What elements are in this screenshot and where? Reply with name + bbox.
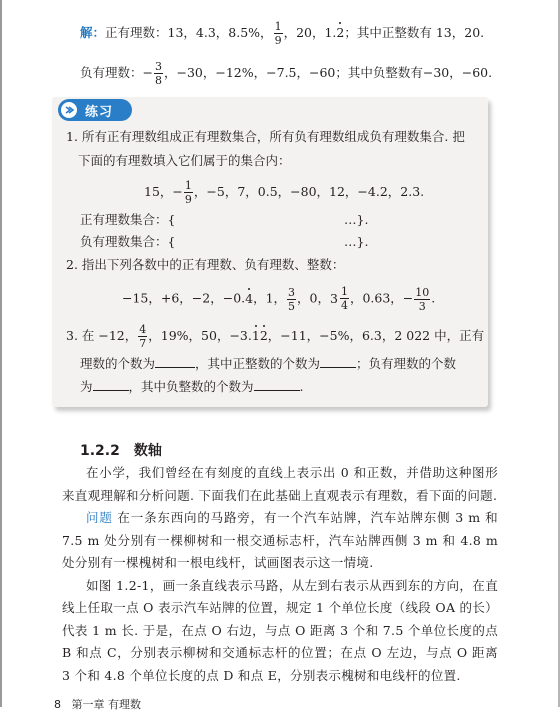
q3-line3-c: .: [299, 379, 304, 394]
page-footer: [54, 696, 141, 712]
answer-blank[interactable]: [320, 355, 356, 368]
q2-numbers-d: ，0.63，−: [349, 290, 414, 306]
fraction-numerator: 4: [139, 323, 147, 336]
q3-line1: [66, 323, 484, 350]
fraction-numerator: 3: [288, 285, 296, 299]
q1-numbers-a: 15，−: [144, 184, 183, 199]
q1-line1: 1. 所有正有理数组成正有理数集合，所有负有理数组成负有理数集合. 把: [66, 129, 465, 144]
q3-line2-b: ，其中正整数的个数为: [195, 356, 321, 371]
q2-numbers-c: ，0，: [297, 290, 330, 306]
q2-numbers-e: .: [431, 290, 436, 306]
practice-title: 练习: [85, 104, 114, 120]
fraction-denominator: 4: [340, 299, 348, 312]
section-title: 数轴: [133, 443, 162, 459]
fraction-denominator: 7: [139, 337, 147, 350]
solution-negative-suffix: ，−30，−12%，−7.5，−60；其中负整数有−30，−60.: [164, 65, 493, 80]
solution-negative-line: [80, 60, 492, 87]
answer-blank[interactable]: [254, 378, 300, 391]
fraction-denominator: 3: [418, 299, 426, 313]
q3-line3-b: ，其中负整数的个数为: [128, 379, 254, 394]
fraction-three-eighths: [154, 60, 163, 87]
q3-line3-a: 为: [80, 379, 93, 394]
fraction-numerator: 1: [274, 20, 282, 33]
q3-line2-c: ；负有理数的个数: [356, 356, 457, 371]
q3-text-c: ，−11，−5%，6.3，2 022 中，正有: [267, 328, 485, 343]
solution-positive-mid: ，20，1.: [283, 25, 337, 40]
minus-sign: −: [142, 65, 153, 80]
q1-negative-set-end: …}.: [344, 234, 369, 249]
practice-arrow-icon: [61, 102, 77, 118]
fraction-denominator: 9: [184, 193, 192, 206]
repeating-digit: 1: [251, 328, 260, 343]
q1-positive-set-end: …}.: [344, 212, 369, 227]
repeating-digit: 4: [245, 290, 254, 306]
answer-blank[interactable]: [93, 378, 129, 391]
fraction-three-fifths: [287, 286, 296, 313]
body-text: [62, 462, 498, 687]
solution-negative-text: 负有理数：: [80, 65, 143, 80]
q2-numbers-b: ，1，: [253, 290, 287, 306]
fraction-four-sevenths: [138, 323, 147, 350]
problem-text: 在一条东西向的马路旁，有一个汽车站牌，汽车站牌东侧 3 m 和 7.5 m 处分别有一棵柳树和一根交通标志杆，汽车站牌西侧 3 m 和 4.8 m 处分别有一棵槐树和一根电线杆，试画图表示这一情境.: [62, 510, 498, 570]
q1-positive-set: [80, 211, 175, 229]
problem-keyword: 问题: [86, 510, 113, 525]
q3-text-b: ，19%，50，−3.: [148, 328, 252, 343]
solution-positive-suffix: ；其中正整数有 13，20.: [344, 25, 485, 40]
section-heading: [80, 440, 162, 460]
practice-header: [58, 99, 132, 121]
mixed-number: [330, 285, 350, 312]
solution-positive-line: [80, 20, 484, 47]
fraction-numerator: 3: [155, 60, 162, 73]
q2-numbers: [122, 285, 435, 313]
mixed-whole: 3: [330, 290, 338, 306]
paragraph-intro: 在小学，我们曾经在有刻度的直线上表示出 0 和正数，并借助这种图形来直观理解和分析问题. 下面我们在此基础上直观表示有理数，看下面的问题.: [62, 465, 498, 503]
repeating-digit: 2: [336, 25, 345, 40]
chapter-title: 第一章 有理数: [71, 698, 141, 711]
paragraph-problem: [62, 507, 498, 575]
q1-negative-set: [80, 233, 175, 251]
fraction-denominator: 5: [288, 299, 296, 313]
fraction-denominator: 9: [274, 34, 282, 47]
fraction-one-ninth: [274, 20, 283, 47]
fraction-ten-thirds: [414, 286, 430, 313]
fraction-one-ninth: [184, 179, 193, 206]
solution-label: 解：: [80, 25, 106, 40]
answer-blank[interactable]: [155, 355, 195, 368]
repeating-digit: 2: [259, 328, 268, 343]
q3-line2-a: 理数的个数为: [80, 356, 156, 371]
positive-set-label: 正有理数集合：{: [80, 212, 176, 227]
q2-line1: 2. 指出下列各数中的正有理数、负有理数、整数：: [66, 257, 345, 272]
q1-line2: 下面的有理数填入它们属于的集合内：: [78, 153, 291, 168]
q3-line2: [80, 355, 456, 373]
fraction-one-quarter: [340, 285, 349, 312]
q1-numbers-b: ，−5，7，0.5，−80，12，−4.2，2.3.: [193, 184, 425, 199]
fraction-numerator: 1: [184, 179, 192, 192]
q3-line3: [80, 378, 304, 396]
q2-numbers-a: −15，+6，−2，−0.: [122, 290, 246, 306]
fraction-denominator: 8: [155, 74, 162, 87]
page-number: 8: [54, 698, 61, 711]
q1-numbers: [144, 179, 424, 206]
paragraph-explanation: 如图 1.2-1，画一条直线表示马路，从左到右表示从西到东的方向，在直线上任取一点 O 表示汽车站牌的位置，规定 1 个单位长度（线段 OA 的长）代表 1 m 长. 于是，在点 O 右边，与点 O 距离 3 个和 7.5 个单位长度的点 B 和点 C，分别表示柳树和交通标志杆的位置；在点 O 左边，与点 O 距离 3 个和 4.8 个单位长度的点 D 和点 E，分别表示槐树和电线杆的位置.: [62, 577, 498, 683]
section-number: 1.2.2: [80, 443, 120, 459]
solution-positive-text: 正有理数：13，4.3，8.5%，: [105, 25, 273, 40]
negative-set-label: 负有理数集合：{: [80, 234, 176, 249]
page-left-edge: [0, 0, 2, 707]
q3-text-a: 3. 在 −12，: [66, 328, 138, 343]
fraction-numerator: 10: [415, 285, 430, 299]
fraction-numerator: 1: [340, 285, 348, 298]
